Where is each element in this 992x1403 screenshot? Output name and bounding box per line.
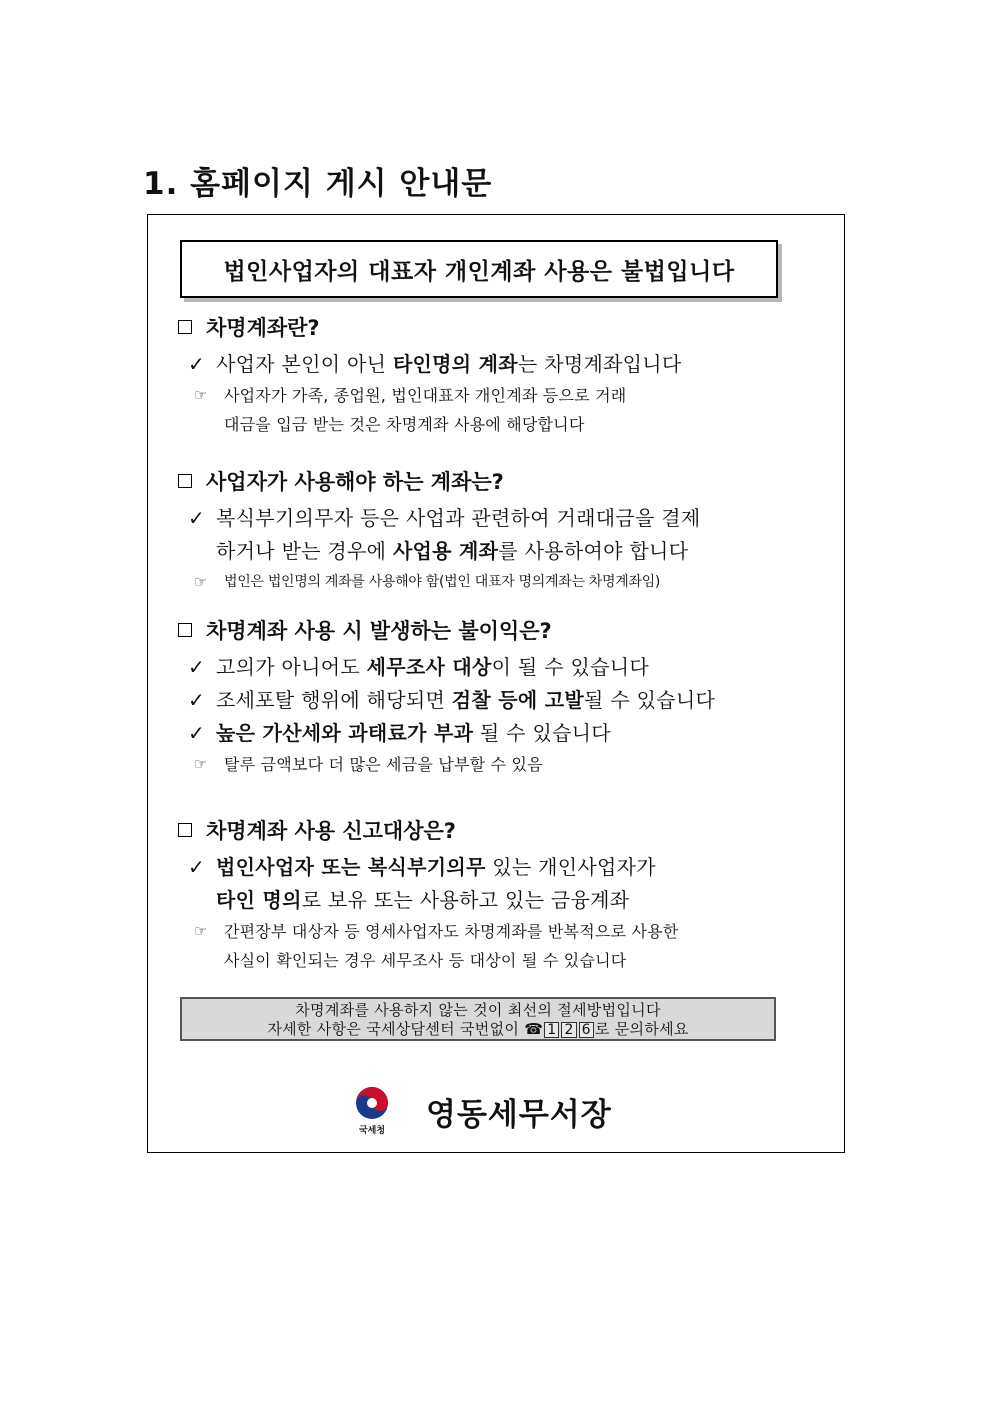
section-heading xyxy=(178,615,715,645)
item-text-pre: 고의가 아니어도 xyxy=(216,655,367,679)
check-icon: ✓ xyxy=(188,506,206,530)
list-item xyxy=(178,651,715,684)
footer-box xyxy=(180,997,776,1041)
note-line xyxy=(178,568,701,597)
office-name: 영동세무서장 xyxy=(426,1097,612,1133)
note-line xyxy=(178,410,682,439)
phone-digit: 2 xyxy=(561,1022,576,1038)
item-text-post: 를 사용하여야 합니다 xyxy=(498,539,689,563)
note-text: 법인은 법인명의 계좌를 사용해야 함(법인 대표자 명의계좌는 차명계좌임) xyxy=(224,574,661,590)
item-text-pre: 조세포탈 행위에 해당되면 xyxy=(216,688,452,712)
item-text-bold: 검찰 등에 고발 xyxy=(451,688,585,712)
item-text-post: 될 수 있습니다 xyxy=(473,721,611,745)
footer-line-2 xyxy=(182,1020,774,1039)
item-text-pre: 복식부기의무자 등은 사업과 관련하여 거래대금을 결제 xyxy=(216,506,701,530)
pointing-hand-icon: ☞ xyxy=(194,573,208,591)
note-text: 탈루 금액보다 더 많은 세금을 납부할 수 있음 xyxy=(224,755,543,774)
item-text-post: 로 보유 또는 사용하고 있는 금융계좌 xyxy=(301,888,630,912)
footer-line-1: 차명계좌를 사용하지 않는 것이 최선의 절세방법입니다 xyxy=(295,1001,661,1019)
section-heading xyxy=(178,312,682,342)
footer-line-2-suffix: 로 문의하세요 xyxy=(594,1020,689,1038)
page-heading: 1. 홈페이지 게시 안내문 xyxy=(143,166,493,202)
list-item xyxy=(178,502,701,535)
checkbox-square-icon xyxy=(178,823,192,837)
check-icon: ✓ xyxy=(188,721,206,745)
checkbox-square-icon xyxy=(178,474,192,488)
item-text-bold: 타인명의 계좌 xyxy=(392,352,518,376)
item-text-bold: 타인 명의 xyxy=(216,888,302,912)
item-text-bold: 법인사업자 또는 복식부기의무 xyxy=(216,855,486,879)
item-text-bold: 높은 가산세와 과태료가 부과 xyxy=(216,721,474,745)
item-text-post: 있는 개인사업자가 xyxy=(485,855,656,879)
item-text-pre: 사업자 본인이 아닌 xyxy=(216,352,393,376)
note-text: 대금을 입금 받는 것은 차명계좌 사용에 해당합니다 xyxy=(224,415,585,434)
section-heading xyxy=(178,815,678,845)
check-icon: ✓ xyxy=(188,855,206,879)
list-item xyxy=(178,684,715,717)
section xyxy=(178,615,715,779)
list-item xyxy=(178,535,701,568)
footer-line-2-text: 자세한 사항은 국세상담센터 국번없이 ☎ xyxy=(267,1020,544,1038)
note-text: 사실이 확인되는 경우 세무조사 등 대상이 될 수 있습니다 xyxy=(224,951,627,970)
list-item xyxy=(178,348,682,381)
taegeuk-icon xyxy=(348,1085,396,1125)
section-heading-text: 사업자가 사용해야 하는 계좌는? xyxy=(206,470,504,494)
section-heading-text: 차명계좌란? xyxy=(206,316,320,340)
item-text-bold: 세무조사 대상 xyxy=(366,655,492,679)
note-text: 사업자가 가족, 종업원, 법인대표자 개인계좌 등으로 거래 xyxy=(224,386,627,405)
note-line xyxy=(178,750,715,779)
list-item xyxy=(178,884,678,917)
note-text: 간편장부 대상자 등 영세사업자도 차명계좌를 반복적으로 사용한 xyxy=(224,922,679,941)
list-item xyxy=(178,717,715,750)
notice-box xyxy=(147,214,845,1153)
item-text-post: 는 차명계좌입니다 xyxy=(517,352,682,376)
check-icon: ✓ xyxy=(188,688,206,712)
section xyxy=(178,312,682,439)
section-heading xyxy=(178,466,701,496)
item-text-bold: 사업용 계좌 xyxy=(392,539,499,563)
check-icon: ✓ xyxy=(188,655,206,679)
note-line xyxy=(178,917,678,946)
section xyxy=(178,815,678,975)
check-icon: ✓ xyxy=(188,352,206,376)
section-heading-text: 차명계좌 사용 신고대상은? xyxy=(206,819,456,843)
checkbox-square-icon xyxy=(178,623,192,637)
list-item xyxy=(178,851,678,884)
phone-digit: 1 xyxy=(544,1022,559,1038)
note-line xyxy=(178,946,678,975)
pointing-hand-icon: ☞ xyxy=(194,922,208,940)
item-text-post: 이 될 수 있습니다 xyxy=(491,655,649,679)
phone-digit: 6 xyxy=(579,1022,594,1038)
section xyxy=(178,466,701,597)
nts-logo xyxy=(348,1085,396,1141)
section-heading-text: 차명계좌 사용 시 발생하는 불이익은? xyxy=(206,619,552,643)
logo-label: 국세청 xyxy=(358,1126,386,1136)
pointing-hand-icon: ☞ xyxy=(194,386,208,404)
item-text-post: 될 수 있습니다 xyxy=(584,688,716,712)
note-line xyxy=(178,381,682,410)
pointing-hand-icon: ☞ xyxy=(194,755,208,773)
item-text-pre: 하거나 받는 경우에 xyxy=(216,539,393,563)
checkbox-square-icon xyxy=(178,320,192,334)
notice-title: 법인사업자의 대표자 개인계좌 사용은 불법입니다 xyxy=(180,240,778,298)
